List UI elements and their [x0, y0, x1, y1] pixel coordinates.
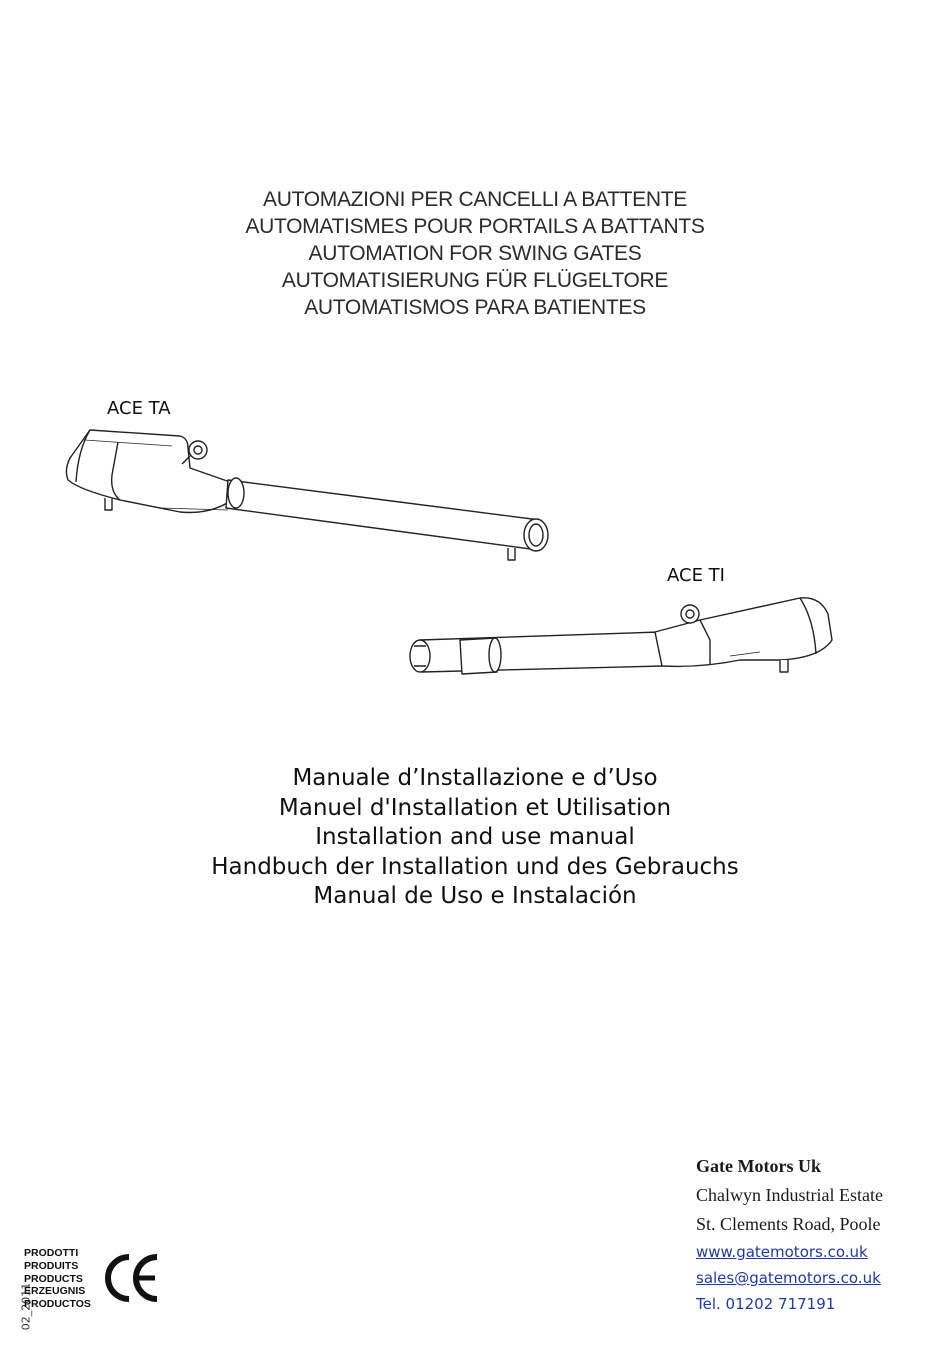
phone-number: Tel. 01202 717191 [696, 1295, 836, 1313]
ce-mark-logo [103, 1251, 161, 1305]
manual-title-spanish: Manual de Uso e Instalación [313, 883, 637, 909]
manual-title-english: Installation and use manual [315, 824, 635, 850]
title-spanish: AUTOMATISMOS PARA BATIENTES [304, 296, 646, 319]
title-german: AUTOMATISIERUNG FÜR FLÜGELTORE [281, 269, 669, 292]
company-name: Gate Motors Uk [696, 1156, 821, 1176]
products-label-english: PRODUCTS [24, 1272, 83, 1285]
model-label-ace-ti: ACE TI [667, 565, 725, 586]
ace-ta-actuator-illustration [60, 420, 560, 570]
title-english: AUTOMATION FOR SWING GATES [308, 242, 642, 265]
address-line-2: St. Clements Road, Poole [696, 1214, 881, 1234]
contact-block [696, 1152, 946, 1317]
address-line-1: Chalwyn Industrial Estate [696, 1185, 883, 1205]
products-label-french: PRODUITS [24, 1259, 79, 1272]
products-label-italian: PRODOTTI [24, 1247, 79, 1259]
product-title-block [0, 186, 950, 321]
title-french: AUTOMATISMES POUR PORTAILS A BATTANTS [245, 215, 705, 238]
products-label-german: ERZEUGNIS [24, 1285, 86, 1298]
email-link[interactable]: sales@gatemotors.co.uk [696, 1269, 881, 1287]
manual-title-italian: Manuale d’Installazione e d’Uso [292, 765, 658, 791]
manual-title-german: Handbuch der Installation und des Gebrauchs [211, 853, 739, 880]
website-link[interactable]: www.gatemotors.co.uk [696, 1243, 868, 1261]
model-label-ace-ta: ACE TA [107, 398, 171, 419]
manual-title-block [0, 764, 950, 912]
products-label-spanish: PRODUCTOS [24, 1298, 91, 1311]
document-code: 02_2011 [19, 1282, 33, 1331]
ace-ti-actuator-illustration [400, 590, 840, 690]
title-italian: AUTOMAZIONI PER CANCELLI A BATTENTE [263, 188, 687, 211]
products-labels [24, 1247, 91, 1311]
manual-title-french: Manuel d'Installation et Utilisation [278, 794, 672, 821]
